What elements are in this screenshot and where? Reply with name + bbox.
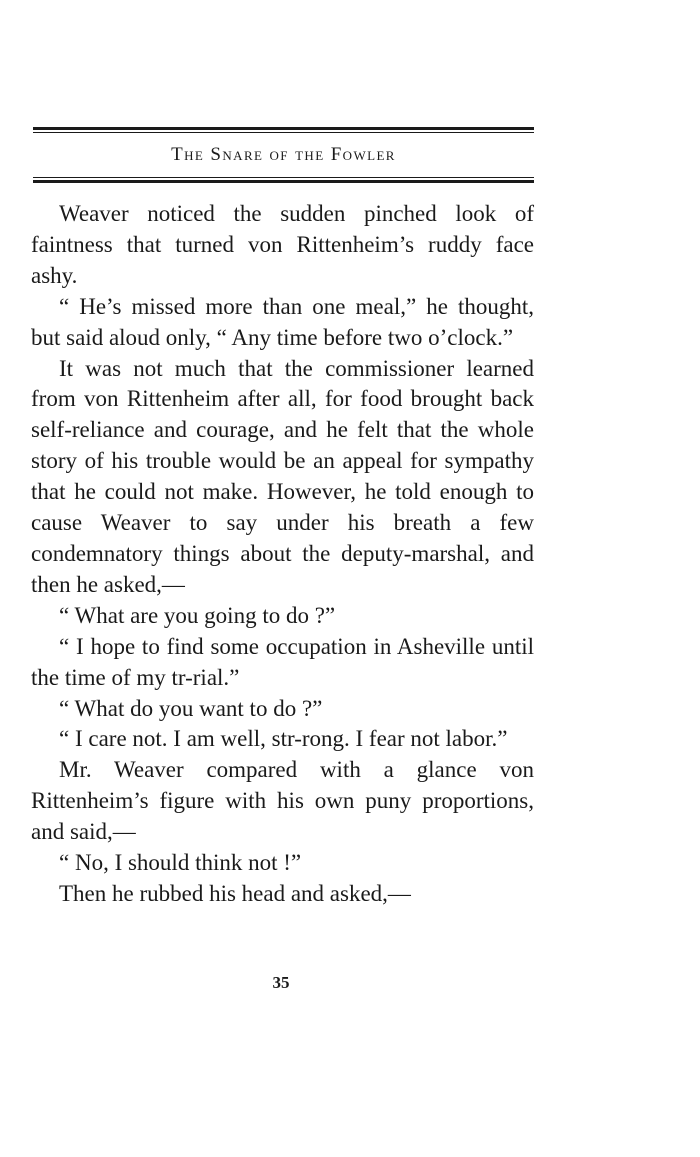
paragraph: Mr. Weaver compared with a glance von Rittenheim’s figure with his own puny proportions, and said,— [31,757,534,845]
header-bottom-rule [33,177,534,183]
paragraph: “ I care not. I am well, str-rong. I fear not labor.” [59,726,508,752]
paragraph: Weaver noticed the sudden pinched look of faintness that turned von Rittenheim’s ruddy face ashy. [31,201,534,288]
header-bottom-rule-thick [33,180,534,183]
paragraph: “ I hope to find some occupation in Asheville until the time of my tr-rial.” [31,633,534,690]
header-top-rule-thick [33,127,534,130]
paragraph: “ No, I should think not !” [59,850,302,876]
paragraph: “ What do you want to do ?” [59,695,323,721]
running-head: The Snare of the Fowler [171,144,396,165]
paragraph: It was not much that the commissioner learned from von Rittenheim after all, for food brought back self-reliance and courage, and he felt that the whole story of his trouble would be an appeal for sympathy that he could not make. However, he told enough to cause Weaver to say under his breath a few condemnatory things about the deputy-marshal, and then he asked,— [31,355,534,597]
page-number: 35 [272,973,290,992]
paragraph: “ He’s missed more than one meal,” he thought, but said aloud only, “ Any time before two o’clock.” [31,293,534,350]
header-top-rule [33,127,534,133]
header-top-rule-thin [33,132,534,133]
paragraph: Then he rubbed his head and asked,— [59,880,411,906]
header-bottom-rule-thin [33,177,534,178]
paragraph: “ What are you going to do ?” [59,602,336,628]
body-text [31,199,534,910]
